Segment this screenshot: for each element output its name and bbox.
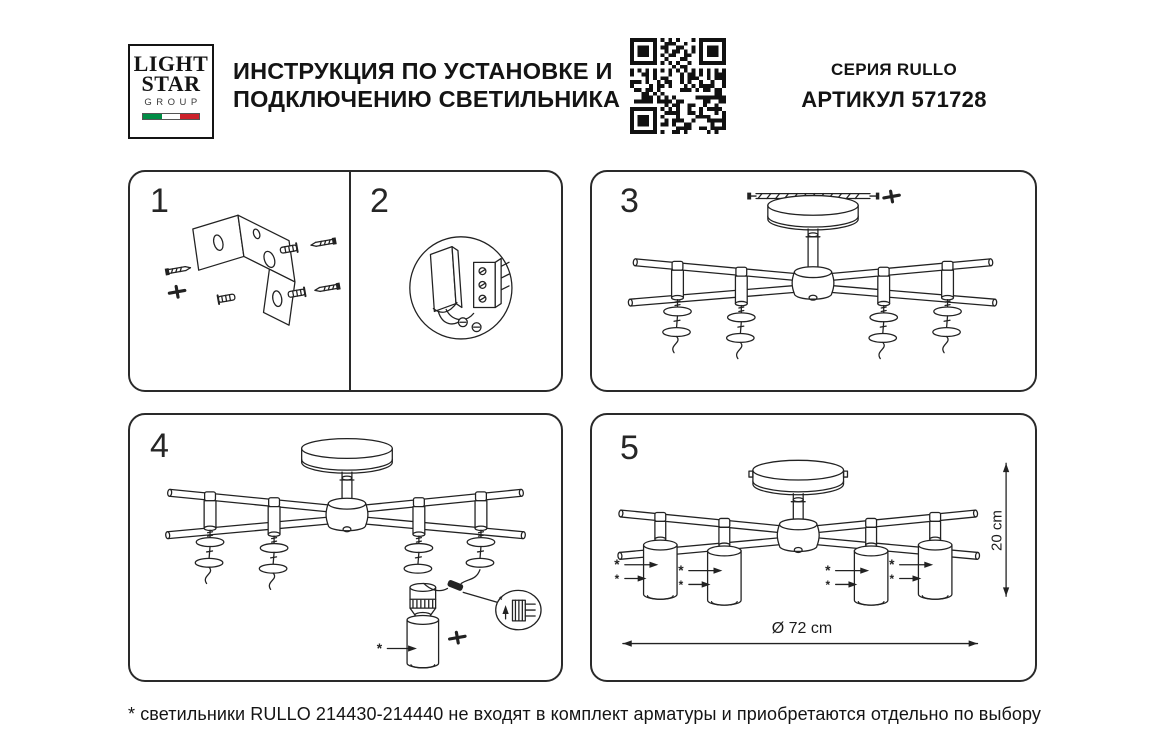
svg-text:*: * bbox=[889, 571, 895, 586]
flag-green-stripe bbox=[143, 114, 162, 119]
panel-5-frame bbox=[590, 413, 1037, 682]
italy-flag-icon bbox=[142, 113, 200, 120]
svg-text:*: * bbox=[614, 571, 620, 586]
panel-3-number: 3 bbox=[620, 182, 639, 220]
assembled-chandelier bbox=[614, 460, 1009, 646]
page-title bbox=[233, 57, 620, 113]
svg-text:*: * bbox=[498, 595, 503, 606]
flag-red-stripe bbox=[180, 114, 199, 119]
article-info bbox=[788, 60, 1000, 113]
lightstar-logo bbox=[128, 44, 214, 139]
page-title-line1: ИНСТРУКЦИЯ ПО УСТАНОВКЕ И bbox=[233, 58, 613, 84]
lamp-socket-connection bbox=[165, 439, 541, 668]
svg-text:*: * bbox=[678, 563, 684, 579]
panel-5-number: 5 bbox=[620, 429, 639, 467]
panel-1-number: 1 bbox=[150, 182, 169, 220]
panel-2-number: 2 bbox=[370, 182, 389, 220]
svg-text:*: * bbox=[678, 577, 684, 592]
qr-code-image bbox=[630, 38, 726, 134]
logo-word-group: GROUP bbox=[144, 97, 202, 108]
junction-box-detail-drawing bbox=[410, 237, 512, 339]
flag-white-stripe bbox=[162, 114, 181, 119]
chandelier-frame-drawing bbox=[592, 172, 1035, 390]
logo-word-star: STAR bbox=[141, 71, 201, 96]
panel-1-2-frame bbox=[128, 170, 563, 392]
height-dimension-label: 20 cm bbox=[988, 510, 1006, 551]
footnote-text: * светильники RULLO 214430-214440 не входят в комплект арматуры и приобретаются отдельно по выбору bbox=[128, 704, 1042, 724]
svg-text:*: * bbox=[825, 563, 831, 579]
chandelier-frame bbox=[628, 190, 997, 359]
lamp-connection-drawing bbox=[130, 415, 561, 680]
logo-word-light: LIGHT bbox=[133, 51, 209, 76]
panel-4-frame bbox=[128, 413, 563, 682]
assembled-chandelier-drawing bbox=[592, 415, 1035, 680]
mounting-bracket-drawing bbox=[165, 215, 341, 325]
panel-3-frame bbox=[590, 170, 1037, 392]
svg-text:*: * bbox=[614, 557, 620, 573]
svg-text:*: * bbox=[825, 577, 831, 592]
panel-4-number: 4 bbox=[150, 427, 169, 465]
page-title-line2: ПОДКЛЮЧЕНИЮ СВЕТИЛЬНИКА bbox=[233, 86, 621, 112]
diameter-dimension-label: Ø 72 cm bbox=[771, 620, 833, 637]
svg-text:*: * bbox=[889, 557, 895, 573]
article-number: АРТИКУЛ 571728 bbox=[801, 87, 987, 112]
svg-text:*: * bbox=[376, 640, 383, 656]
bracket-and-wiring-drawing bbox=[130, 172, 561, 390]
series-label: СЕРИЯ RULLO bbox=[831, 60, 957, 79]
